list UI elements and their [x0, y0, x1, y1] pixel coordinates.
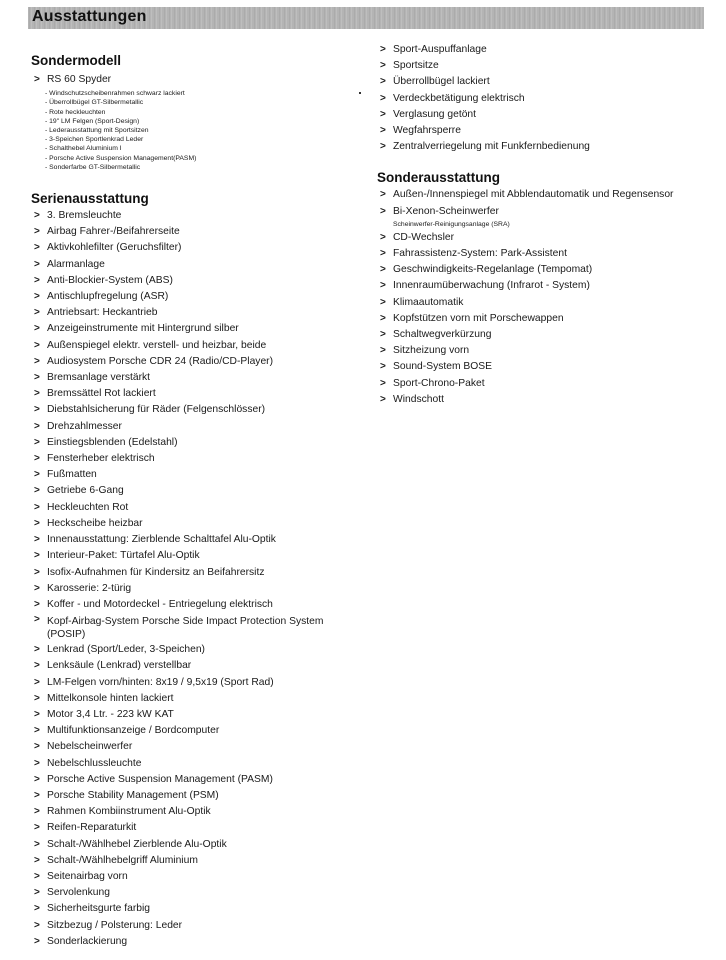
- list-item: [377, 139, 707, 155]
- arrow-icon: >: [34, 935, 40, 947]
- serienausstattung-list: [31, 208, 341, 950]
- list-item: [31, 756, 341, 772]
- list-item-label: Interieur-Paket: Türtafel Alu-Optik: [47, 550, 200, 562]
- arrow-icon: >: [380, 393, 386, 405]
- list-item-label: Verglasung getönt: [393, 108, 477, 120]
- arrow-icon: >: [34, 420, 40, 432]
- list-item: [377, 230, 707, 246]
- arrow-icon: >: [34, 692, 40, 704]
- detail-line: - Windschutzscheibenrahmen schwarz lackiert: [45, 90, 185, 98]
- list-item: [31, 820, 341, 836]
- arrow-icon: >: [34, 323, 40, 335]
- list-item-label: Bi-Xenon-Scheinwerfer: [393, 205, 499, 217]
- arrow-icon: >: [380, 189, 386, 201]
- detail-line: - Rote heckleuchten: [45, 108, 106, 116]
- arrow-icon: >: [34, 517, 40, 529]
- arrow-icon: >: [34, 534, 40, 546]
- arrow-icon: >: [380, 296, 386, 308]
- list-item: [377, 91, 707, 107]
- arrow-icon: >: [34, 582, 40, 594]
- list-item-label: Heckscheibe heizbar: [47, 517, 143, 529]
- list-item: [31, 240, 341, 256]
- list-item: [31, 72, 341, 88]
- page-title: Ausstattungen: [32, 8, 147, 25]
- arrow-icon: >: [34, 339, 40, 351]
- list-item-label: Bremssättel Rot lackiert: [47, 388, 156, 400]
- list-item-label: Drehzahlmesser: [47, 420, 122, 432]
- list-item: [31, 548, 341, 564]
- list-item-label: Sitzbezug / Polsterung: Leder: [47, 919, 183, 931]
- arrow-icon: >: [34, 210, 40, 222]
- arrow-icon: >: [34, 372, 40, 384]
- list-item: [31, 338, 341, 354]
- list-item-label: Audiosystem Porsche CDR 24 (Radio/CD-Player): [47, 355, 274, 367]
- list-item-label: Schalt-/Wählhebelgriff Aluminium: [47, 854, 198, 866]
- list-item-label: Antischlupfregelung (ASR): [47, 291, 169, 303]
- arrow-icon: >: [380, 377, 386, 389]
- list-item: [31, 581, 341, 597]
- list-item: [31, 402, 341, 418]
- list-item-label: Multifunktionsanzeige / Bordcomputer: [47, 725, 220, 737]
- sondermodell-heading: Sondermodell: [31, 53, 122, 68]
- list-item-label: Innenraumüberwachung (Infrarot - System): [393, 280, 590, 292]
- list-item: [31, 467, 341, 483]
- list-item: [377, 262, 707, 278]
- detail-line: - Sonderfarbe GT-Silbermetallic: [45, 163, 141, 171]
- arrow-icon: >: [34, 903, 40, 915]
- list-item: [31, 419, 341, 435]
- arrow-icon: >: [34, 598, 40, 610]
- list-item: [377, 278, 707, 294]
- list-item: [377, 295, 707, 311]
- arrow-icon: >: [34, 469, 40, 481]
- arrow-icon: >: [380, 125, 386, 137]
- list-item: [31, 918, 341, 934]
- serienausstattung-continued-list: [377, 42, 707, 155]
- list-item-label: Anzeigeinstrumente mit Hintergrund silber: [47, 323, 239, 335]
- list-item: [31, 208, 341, 224]
- list-item: [377, 107, 707, 123]
- list-item-label: Airbag Fahrer-/Beifahrerseite: [47, 226, 180, 238]
- speck: [359, 92, 361, 94]
- arrow-icon: >: [34, 887, 40, 899]
- arrow-icon: >: [380, 231, 386, 243]
- list-item: [31, 224, 341, 240]
- arrow-icon: >: [34, 436, 40, 448]
- list-item-label: Sport-Chrono-Paket: [393, 377, 485, 389]
- list-item-label: Lenkrad (Sport/Leder, 3-Speichen): [47, 644, 205, 656]
- list-item: [31, 597, 341, 613]
- arrow-icon: >: [380, 280, 386, 292]
- list-item: [31, 516, 341, 532]
- arrow-icon: >: [34, 404, 40, 416]
- list-item: [377, 327, 707, 343]
- list-item: [31, 289, 341, 305]
- list-item-label: Reifen-Reparaturkit: [47, 822, 137, 834]
- arrow-icon: >: [34, 485, 40, 497]
- list-item-label: Außenspiegel elektr. verstell- und heizbar, beide: [47, 339, 267, 351]
- arrow-icon: >: [34, 258, 40, 270]
- arrow-icon: >: [34, 307, 40, 319]
- list-item-label: Heckleuchten Rot: [47, 501, 129, 513]
- list-item: [31, 257, 341, 273]
- list-item: [31, 500, 341, 516]
- list-item: [31, 772, 341, 788]
- arrow-icon: >: [34, 291, 40, 303]
- list-item: [31, 804, 341, 820]
- list-item: [377, 392, 707, 408]
- list-item: [31, 321, 341, 337]
- list-item: [31, 739, 341, 755]
- list-item-label: Wegfahrsperre: [393, 125, 461, 137]
- arrow-icon: >: [34, 725, 40, 737]
- list-item: [377, 311, 707, 327]
- list-item: [31, 869, 341, 885]
- arrow-icon: >: [34, 806, 40, 818]
- sondermodell-details: [31, 89, 341, 172]
- list-item-label: Porsche Active Suspension Management (PASM): [47, 773, 273, 785]
- arrow-icon: >: [34, 676, 40, 688]
- list-item: [31, 451, 341, 467]
- list-item-label: Schaltwegverkürzung: [393, 329, 492, 341]
- list-item: [31, 532, 341, 548]
- right-column: [377, 42, 707, 408]
- list-item-label: Schalt-/Wählhebel Zierblende Alu-Optik: [47, 838, 227, 850]
- arrow-icon: >: [34, 388, 40, 400]
- list-item-label: Kopf-Airbag-System Porsche Side Impact Protection System (POSIP): [47, 616, 324, 641]
- list-item-label: Nebelscheinwerfer: [47, 741, 133, 753]
- list-item-label: Servolenkung: [47, 887, 110, 899]
- detail-line: - Schalthebel Aluminium I: [45, 145, 122, 153]
- detail-line: - Lederausstattung mit Sportsitzen: [45, 127, 149, 135]
- arrow-icon: >: [34, 226, 40, 238]
- list-item-label: Zentralverriegelung mit Funkfernbedienung: [393, 141, 590, 153]
- list-item-label: Sonderlackierung: [47, 935, 128, 947]
- arrow-icon: >: [34, 242, 40, 254]
- sonderausstattung-list: [377, 187, 707, 408]
- arrow-icon: >: [34, 74, 40, 85]
- list-item-label: CD-Wechsler: [393, 231, 455, 243]
- list-item-label: Antriebsart: Heckantrieb: [47, 307, 158, 319]
- list-item-label: Isofix-Aufnahmen für Kindersitz an Beifahrersitz: [47, 566, 265, 578]
- list-item: [31, 853, 341, 869]
- list-item: [377, 74, 707, 90]
- arrow-icon: >: [380, 141, 386, 153]
- list-item: [31, 642, 341, 658]
- list-item-label: LM-Felgen vorn/hinten: 8x19 / 9,5x19 (Sport Rad): [47, 676, 274, 688]
- list-item: [377, 204, 707, 220]
- list-item: [377, 187, 707, 203]
- list-item-label: Karosserie: 2-türig: [47, 582, 132, 594]
- list-item: [31, 837, 341, 853]
- list-item: [377, 359, 707, 375]
- model-name: RS 60 Spyder: [47, 74, 112, 85]
- list-item: [31, 707, 341, 723]
- list-item-label: Fensterheber elektrisch: [47, 453, 155, 465]
- detail-line: - 3-Speichen Sportlenkrad Leder: [45, 136, 144, 144]
- list-item-label: Sitzheizung vorn: [393, 345, 470, 357]
- list-item: [31, 305, 341, 321]
- arrow-icon: >: [34, 741, 40, 753]
- list-item-label: Sport-Auspuffanlage: [393, 44, 487, 55]
- list-item: [377, 343, 707, 359]
- list-item: [377, 123, 707, 139]
- list-item: [31, 885, 341, 901]
- detail-line: - 19" LM Felgen (Sport-Design): [45, 117, 140, 125]
- list-item-label: Fußmatten: [47, 469, 97, 481]
- arrow-icon: >: [34, 919, 40, 931]
- item-note: Scheinwerfer-Reinigungsanlage (SRA): [393, 220, 510, 228]
- list-item-label: Sportsitze: [393, 60, 439, 72]
- arrow-icon: >: [34, 822, 40, 834]
- list-item-label: Lenksäule (Lenkrad) verstellbar: [47, 660, 192, 672]
- arrow-icon: >: [34, 274, 40, 286]
- list-item-label: Anti-Blockier-System (ABS): [47, 274, 173, 286]
- sondermodell-list: [31, 72, 341, 88]
- list-item: [31, 354, 341, 370]
- header-bar: [28, 7, 704, 29]
- list-item-label: Klimaautomatik: [393, 296, 464, 308]
- list-item: [31, 613, 341, 642]
- list-item-label: Überrollbügel lackiert: [393, 76, 490, 88]
- list-item: [31, 675, 341, 691]
- list-item-label: Seitenairbag vorn: [47, 870, 128, 882]
- list-item: [31, 934, 341, 950]
- serienausstattung-heading: Serienausstattung: [31, 191, 149, 207]
- arrow-icon: >: [380, 76, 386, 88]
- list-item-label: Aktivkohlefilter (Geruchsfilter): [47, 242, 182, 254]
- list-item-label: Innenausstattung: Zierblende Schalttafel Alu-Optik: [47, 534, 276, 546]
- list-item-label: Nebelschlussleuchte: [47, 757, 142, 769]
- list-item: [31, 658, 341, 674]
- list-item-label: Außen-/Innenspiegel mit Abblendautomatik und Regensensor: [393, 189, 674, 201]
- list-item: [31, 723, 341, 739]
- arrow-icon: >: [34, 708, 40, 720]
- list-item-label: Rahmen Kombiinstrument Alu-Optik: [47, 806, 211, 818]
- arrow-icon: >: [380, 312, 386, 324]
- arrow-icon: >: [380, 108, 386, 120]
- list-item-label: Sicherheitsgurte farbig: [47, 903, 151, 915]
- list-item-label: Einstiegsblenden (Edelstahl): [47, 436, 178, 448]
- list-item-label: Diebstahlsicherung für Räder (Felgenschlösser): [47, 404, 266, 416]
- left-column: [31, 52, 341, 950]
- arrow-icon: >: [34, 566, 40, 578]
- list-item: [31, 788, 341, 804]
- list-item-label: Porsche Stability Management (PSM): [47, 789, 219, 801]
- list-item-label: Fahrassistenz-System: Park-Assistent: [393, 248, 567, 260]
- arrow-icon: >: [380, 44, 386, 55]
- list-item-label: Windschott: [393, 393, 444, 405]
- arrow-icon: >: [34, 838, 40, 850]
- list-item: [31, 483, 341, 499]
- arrow-icon: >: [34, 501, 40, 513]
- arrow-icon: >: [34, 550, 40, 562]
- list-item-label: Motor 3,4 Ltr. - 223 kW KAT: [47, 708, 174, 720]
- sonderausstattung-heading: Sonderausstattung: [377, 170, 501, 186]
- list-item: [31, 370, 341, 386]
- arrow-icon: >: [34, 660, 40, 672]
- detail-line: - Überrollbügel GT-Silbermetallic: [45, 99, 144, 107]
- arrow-icon: >: [34, 355, 40, 367]
- list-item-label: Koffer - und Motordeckel - Entriegelung elektrisch: [47, 598, 273, 610]
- arrow-icon: >: [380, 248, 386, 260]
- arrow-icon: >: [380, 60, 386, 72]
- list-item-label: Kopfstützen vorn mit Porschewappen: [393, 312, 564, 324]
- list-item-label: Alarmanlage: [47, 258, 105, 270]
- list-item-label: Sound-System BOSE: [393, 361, 493, 373]
- list-item-label: 3. Bremsleuchte: [47, 210, 122, 222]
- arrow-icon: >: [380, 92, 386, 104]
- list-item: [31, 386, 341, 402]
- arrow-icon: >: [380, 205, 386, 217]
- list-item-label: Getriebe 6-Gang: [47, 485, 124, 497]
- list-item: [377, 42, 707, 58]
- list-item-label: Mittelkonsole hinten lackiert: [47, 692, 174, 704]
- arrow-icon: >: [34, 614, 40, 626]
- list-item-label: Verdeckbetätigung elektrisch: [393, 92, 525, 104]
- list-item: [377, 58, 707, 74]
- detail-line: - Porsche Active Suspension Management(PASM): [45, 154, 197, 162]
- list-item-label: Geschwindigkeits-Regelanlage (Tempomat): [393, 264, 593, 276]
- list-item: [377, 376, 707, 392]
- arrow-icon: >: [34, 644, 40, 656]
- arrow-icon: >: [380, 329, 386, 341]
- arrow-icon: >: [380, 264, 386, 276]
- arrow-icon: >: [380, 345, 386, 357]
- list-item: [31, 435, 341, 451]
- arrow-icon: >: [34, 453, 40, 465]
- arrow-icon: >: [34, 854, 40, 866]
- arrow-icon: >: [34, 789, 40, 801]
- list-item: [31, 691, 341, 707]
- arrow-icon: >: [34, 773, 40, 785]
- list-item: [31, 565, 341, 581]
- arrow-icon: >: [380, 361, 386, 373]
- list-item-label: Bremsanlage verstärkt: [47, 372, 151, 384]
- arrow-icon: >: [34, 870, 40, 882]
- list-item: [31, 901, 341, 917]
- list-item: [31, 273, 341, 289]
- list-item: [377, 246, 707, 262]
- arrow-icon: >: [34, 757, 40, 769]
